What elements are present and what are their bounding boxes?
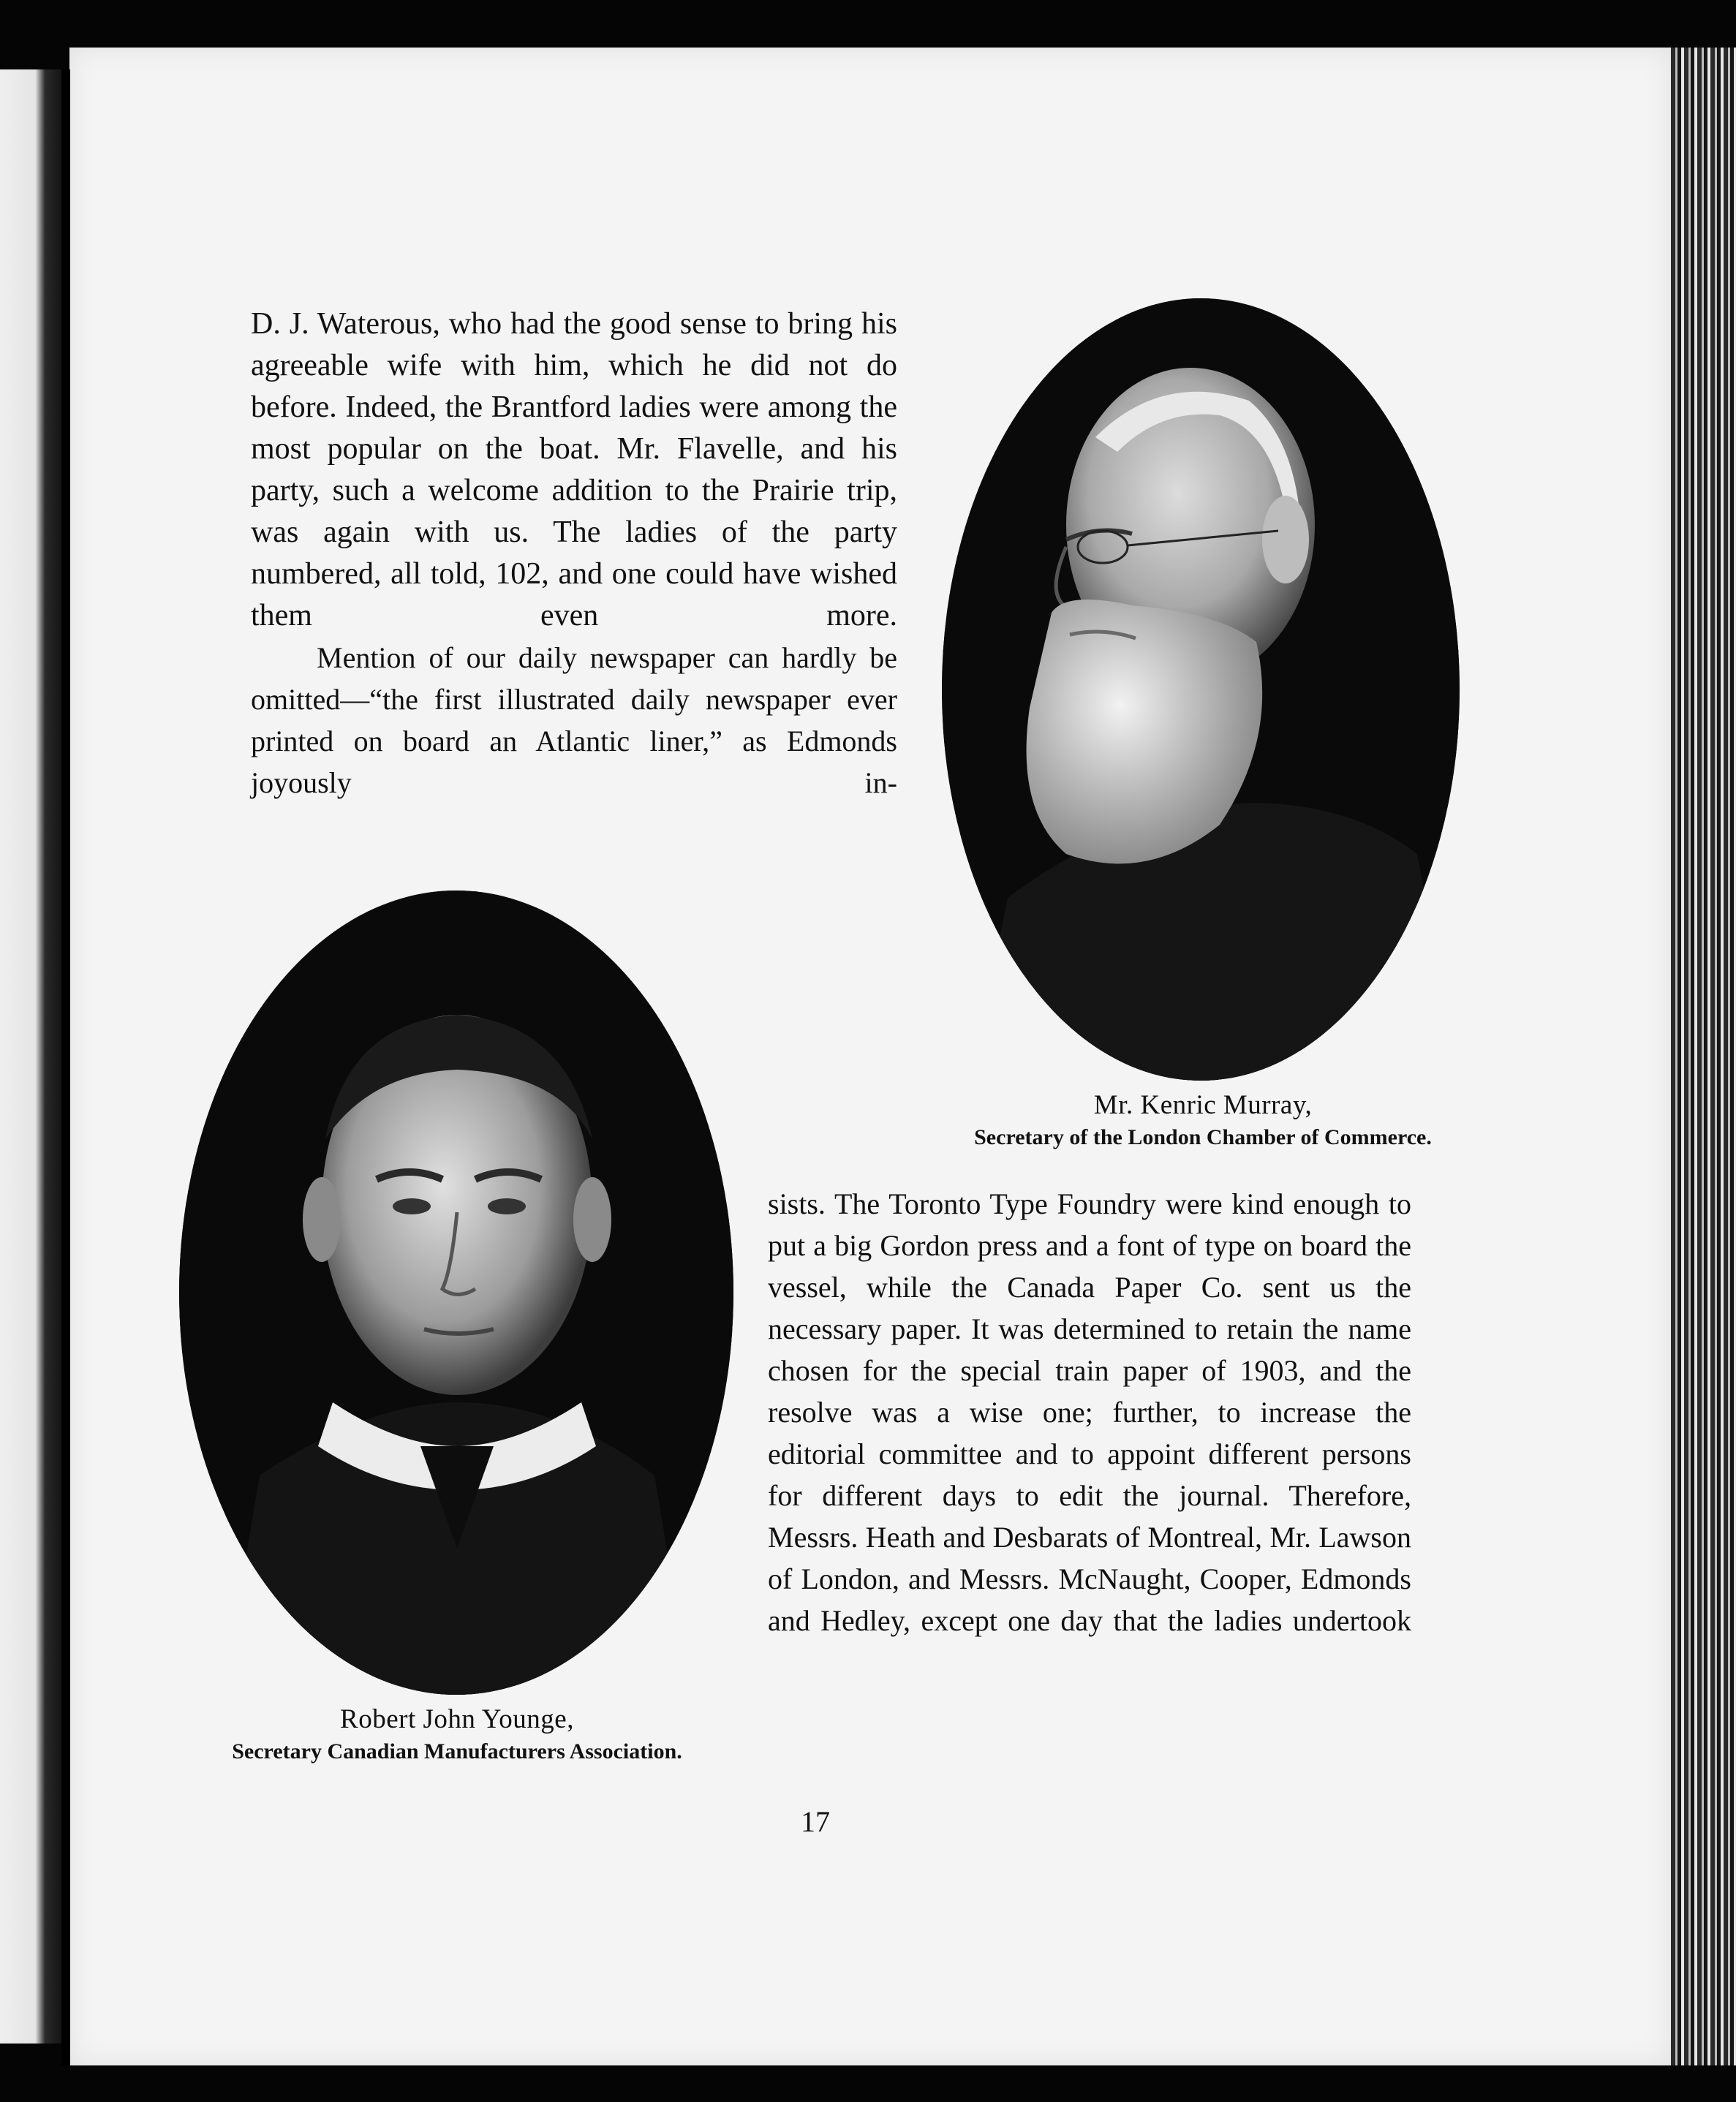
paragraph-type-foundry: sists. The Toronto Type Foundry were kind enough to put a big Gordon press and a font of type on board the vessel, while the Canada Paper Co. sent us the necessary paper. It was determined to retain the name chosen for the special train paper of 1903, and the resolve was a wise one; further, to increase the editorial committee and to appoint different persons for different days to edit the journal. Therefore, Messrs. Heath and Desbarats of Montreal, Mr. Lawson of London, and Messrs. McNaught, Cooper, Edmonds and Hedley, except one day that the ladies undertook [768, 1187, 1411, 1637]
paragraph-waterous: D. J. Waterous, who had the good sense to bring his agreeable wife with him, which he did not do before. Indeed, the Brantford ladies were among the most popular on the boat. Mr. Flavelle, and his party, such a welcome addition to the Prairie trip, was again with us. The ladies of the party numbered, all told, 102, and one could have wished them even more. [251, 307, 897, 632]
portrait-younge-image [179, 891, 733, 1695]
caption-younge [176, 1702, 739, 1766]
portrait-robert-younge [179, 891, 733, 1695]
page-number: 17 [801, 1805, 830, 1838]
caption-younge-name: Robert John Younge, [340, 1704, 574, 1734]
page-gutter [61, 69, 70, 2065]
portrait-kenric-murray [942, 298, 1460, 1081]
portrait-murray-image [942, 298, 1460, 1081]
page-stack-edge [1671, 48, 1736, 2065]
paragraph-newspaper: Mention of our daily newspaper can hardly be omitted—“the first illustrated daily newspaper ever printed on board an Atlantic liner,” as Edmonds joyously in- [251, 641, 897, 799]
caption-murray [921, 1088, 1484, 1152]
column-two [768, 1183, 1411, 1641]
caption-murray-name: Mr. Kenric Murray, [1093, 1090, 1313, 1120]
caption-younge-title: Secretary Canadian Manufacturers Association. [232, 1739, 682, 1763]
left-page-edge [0, 69, 64, 2044]
column-one [251, 303, 897, 804]
caption-murray-title: Secretary of the London Chamber of Commerce. [974, 1125, 1432, 1149]
